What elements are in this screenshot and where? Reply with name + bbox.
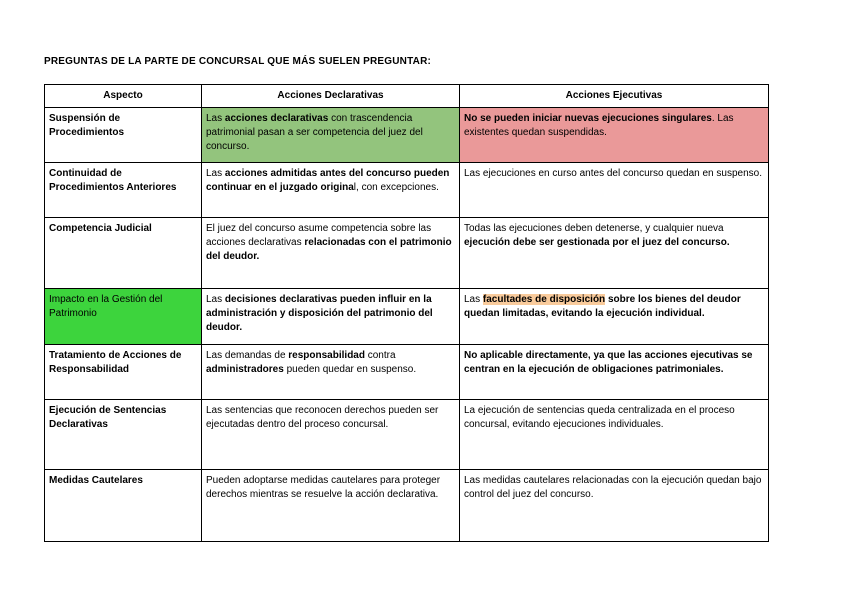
declarativas-cell: Las acciones admitidas antes del concurso pueden continuar en el juzgado original, con excepciones.: [202, 163, 460, 218]
declarativas-cell: Las decisiones declarativas pueden influir en la administración y disposición del patrimonio del deudor.: [202, 289, 460, 345]
ejecutivas-cell: Las medidas cautelares relacionadas con la ejecución quedan bajo control del juez del concurso.: [460, 470, 769, 542]
ejecutivas-cell: No se pueden iniciar nuevas ejecuciones singulares. Las existentes quedan suspendidas.: [460, 108, 769, 163]
ejecutivas-cell: Las ejecuciones en curso antes del concurso quedan en suspenso.: [460, 163, 769, 218]
table-row: [45, 108, 769, 163]
document-title: PREGUNTAS DE LA PARTE DE CONCURSAL QUE MÁS SUELEN PREGUNTAR:: [44, 56, 432, 67]
declarativas-cell: Las acciones declarativas con trascendencia patrimonial pasan a ser competencia del juez del concurso.: [202, 108, 460, 163]
declarativas-cell: Las sentencias que reconocen derechos pueden ser ejecutadas dentro del proceso concursal.: [202, 400, 460, 470]
table-row: [45, 470, 769, 542]
ejecutivas-cell: No aplicable directamente, ya que las acciones ejecutivas se centran en la ejecución de obligaciones patrimoniales.: [460, 345, 769, 400]
declarativas-cell: Pueden adoptarse medidas cautelares para proteger derechos mientras se resuelve la acción declarativa.: [202, 470, 460, 542]
highlighted-text: facultades de disposición: [482, 294, 606, 305]
table-row: [45, 289, 769, 345]
declarativas-cell: El juez del concurso asume competencia sobre las acciones declarativas relacionadas con el patrimonio del deudor.: [202, 218, 460, 289]
header-declarativas: Acciones Declarativas: [202, 85, 460, 108]
table-row: [45, 163, 769, 218]
aspect-cell: Impacto en la Gestión del Patrimonio: [45, 289, 202, 345]
table-header-row: [45, 85, 769, 108]
aspect-cell: Competencia Judicial: [45, 218, 202, 289]
header-aspecto: Aspecto: [45, 85, 202, 108]
aspect-cell: Tratamiento de Acciones de Responsabilidad: [45, 345, 202, 400]
comparison-table: [44, 84, 769, 542]
aspect-cell: Medidas Cautelares: [45, 470, 202, 542]
table-row: [45, 218, 769, 289]
ejecutivas-cell: Las facultades de disposición sobre los bienes del deudor quedan limitadas, evitando la ejecución individual.: [460, 289, 769, 345]
aspect-cell: Ejecución de Sentencias Declarativas: [45, 400, 202, 470]
aspect-cell: Continuidad de Procedimientos Anteriores: [45, 163, 202, 218]
ejecutivas-cell: Todas las ejecuciones deben detenerse, y cualquier nueva ejecución debe ser gestionada por el juez del concurso.: [460, 218, 769, 289]
aspect-cell: Suspensión de Procedimientos: [45, 108, 202, 163]
table-row: [45, 400, 769, 470]
ejecutivas-cell: La ejecución de sentencias queda centralizada en el proceso concursal, evitando ejecuciones individuales.: [460, 400, 769, 470]
declarativas-cell: Las demandas de responsabilidad contra administradores pueden quedar en suspenso.: [202, 345, 460, 400]
header-ejecutivas: Acciones Ejecutivas: [460, 85, 769, 108]
table-row: [45, 345, 769, 400]
